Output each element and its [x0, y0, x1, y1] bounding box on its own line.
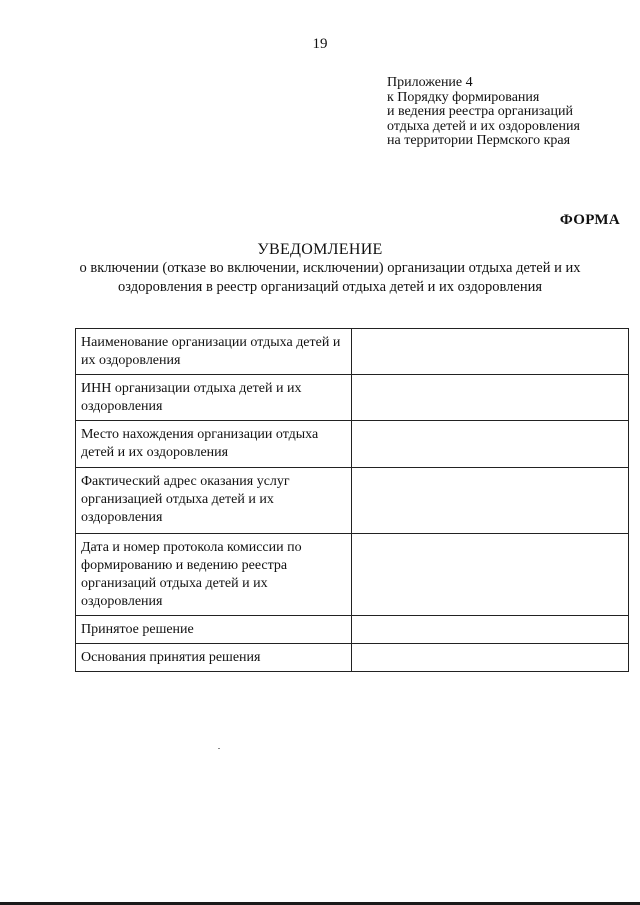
appendix-line: к Порядку формирования: [387, 89, 540, 105]
field-label: Наименование организации отдыха детей и их оздоровления: [76, 329, 352, 375]
field-label: ИНН организации отдыха детей и их оздоровления: [76, 375, 352, 421]
field-label: Основания принятия решения: [76, 644, 352, 672]
appendix-line: на территории Пермского края: [387, 133, 571, 148]
field-label: Принятое решение: [76, 616, 352, 644]
field-label: Дата и номер протокола комиссии по формированию и ведению реестра организаций отдыха детей и их оздоровления: [76, 534, 352, 616]
field-label: Место нахождения организации отдыха детей и их оздоровления: [76, 421, 352, 468]
appendix-line: и ведения реестра организаций: [387, 104, 573, 119]
field-value[interactable]: [352, 644, 629, 672]
field-value[interactable]: [352, 616, 629, 644]
field-value[interactable]: [352, 375, 629, 421]
notification-form-table: [75, 328, 629, 672]
page-number: 19: [312, 36, 328, 52]
field-value[interactable]: [352, 468, 629, 534]
document-subtitle: о включении (отказе во включении, исключении) организации отдыха детей и их оздоровления в реестр организаций отдыха детей и их оздоровления: [79, 260, 581, 295]
field-label: Фактический адрес оказания услуг организацией отдыха детей и их оздоровления: [76, 468, 352, 534]
document-title: УВЕДОМЛЕНИЕ: [257, 241, 383, 258]
scan-artifact: [218, 748, 220, 749]
table-row: [76, 375, 629, 421]
table-row: [76, 421, 629, 468]
appendix-line: отдыха детей и их оздоровления: [387, 118, 580, 134]
form-label: ФОРМА: [559, 212, 620, 228]
table-row: [76, 468, 629, 534]
field-value[interactable]: [352, 329, 629, 375]
appendix-reference: [387, 76, 627, 149]
field-value[interactable]: [352, 421, 629, 468]
table-row: [76, 329, 629, 375]
table-row: [76, 534, 629, 616]
field-value[interactable]: [352, 534, 629, 616]
table-row: [76, 644, 629, 672]
appendix-line: Приложение 4: [387, 75, 473, 90]
table-row: [76, 616, 629, 644]
